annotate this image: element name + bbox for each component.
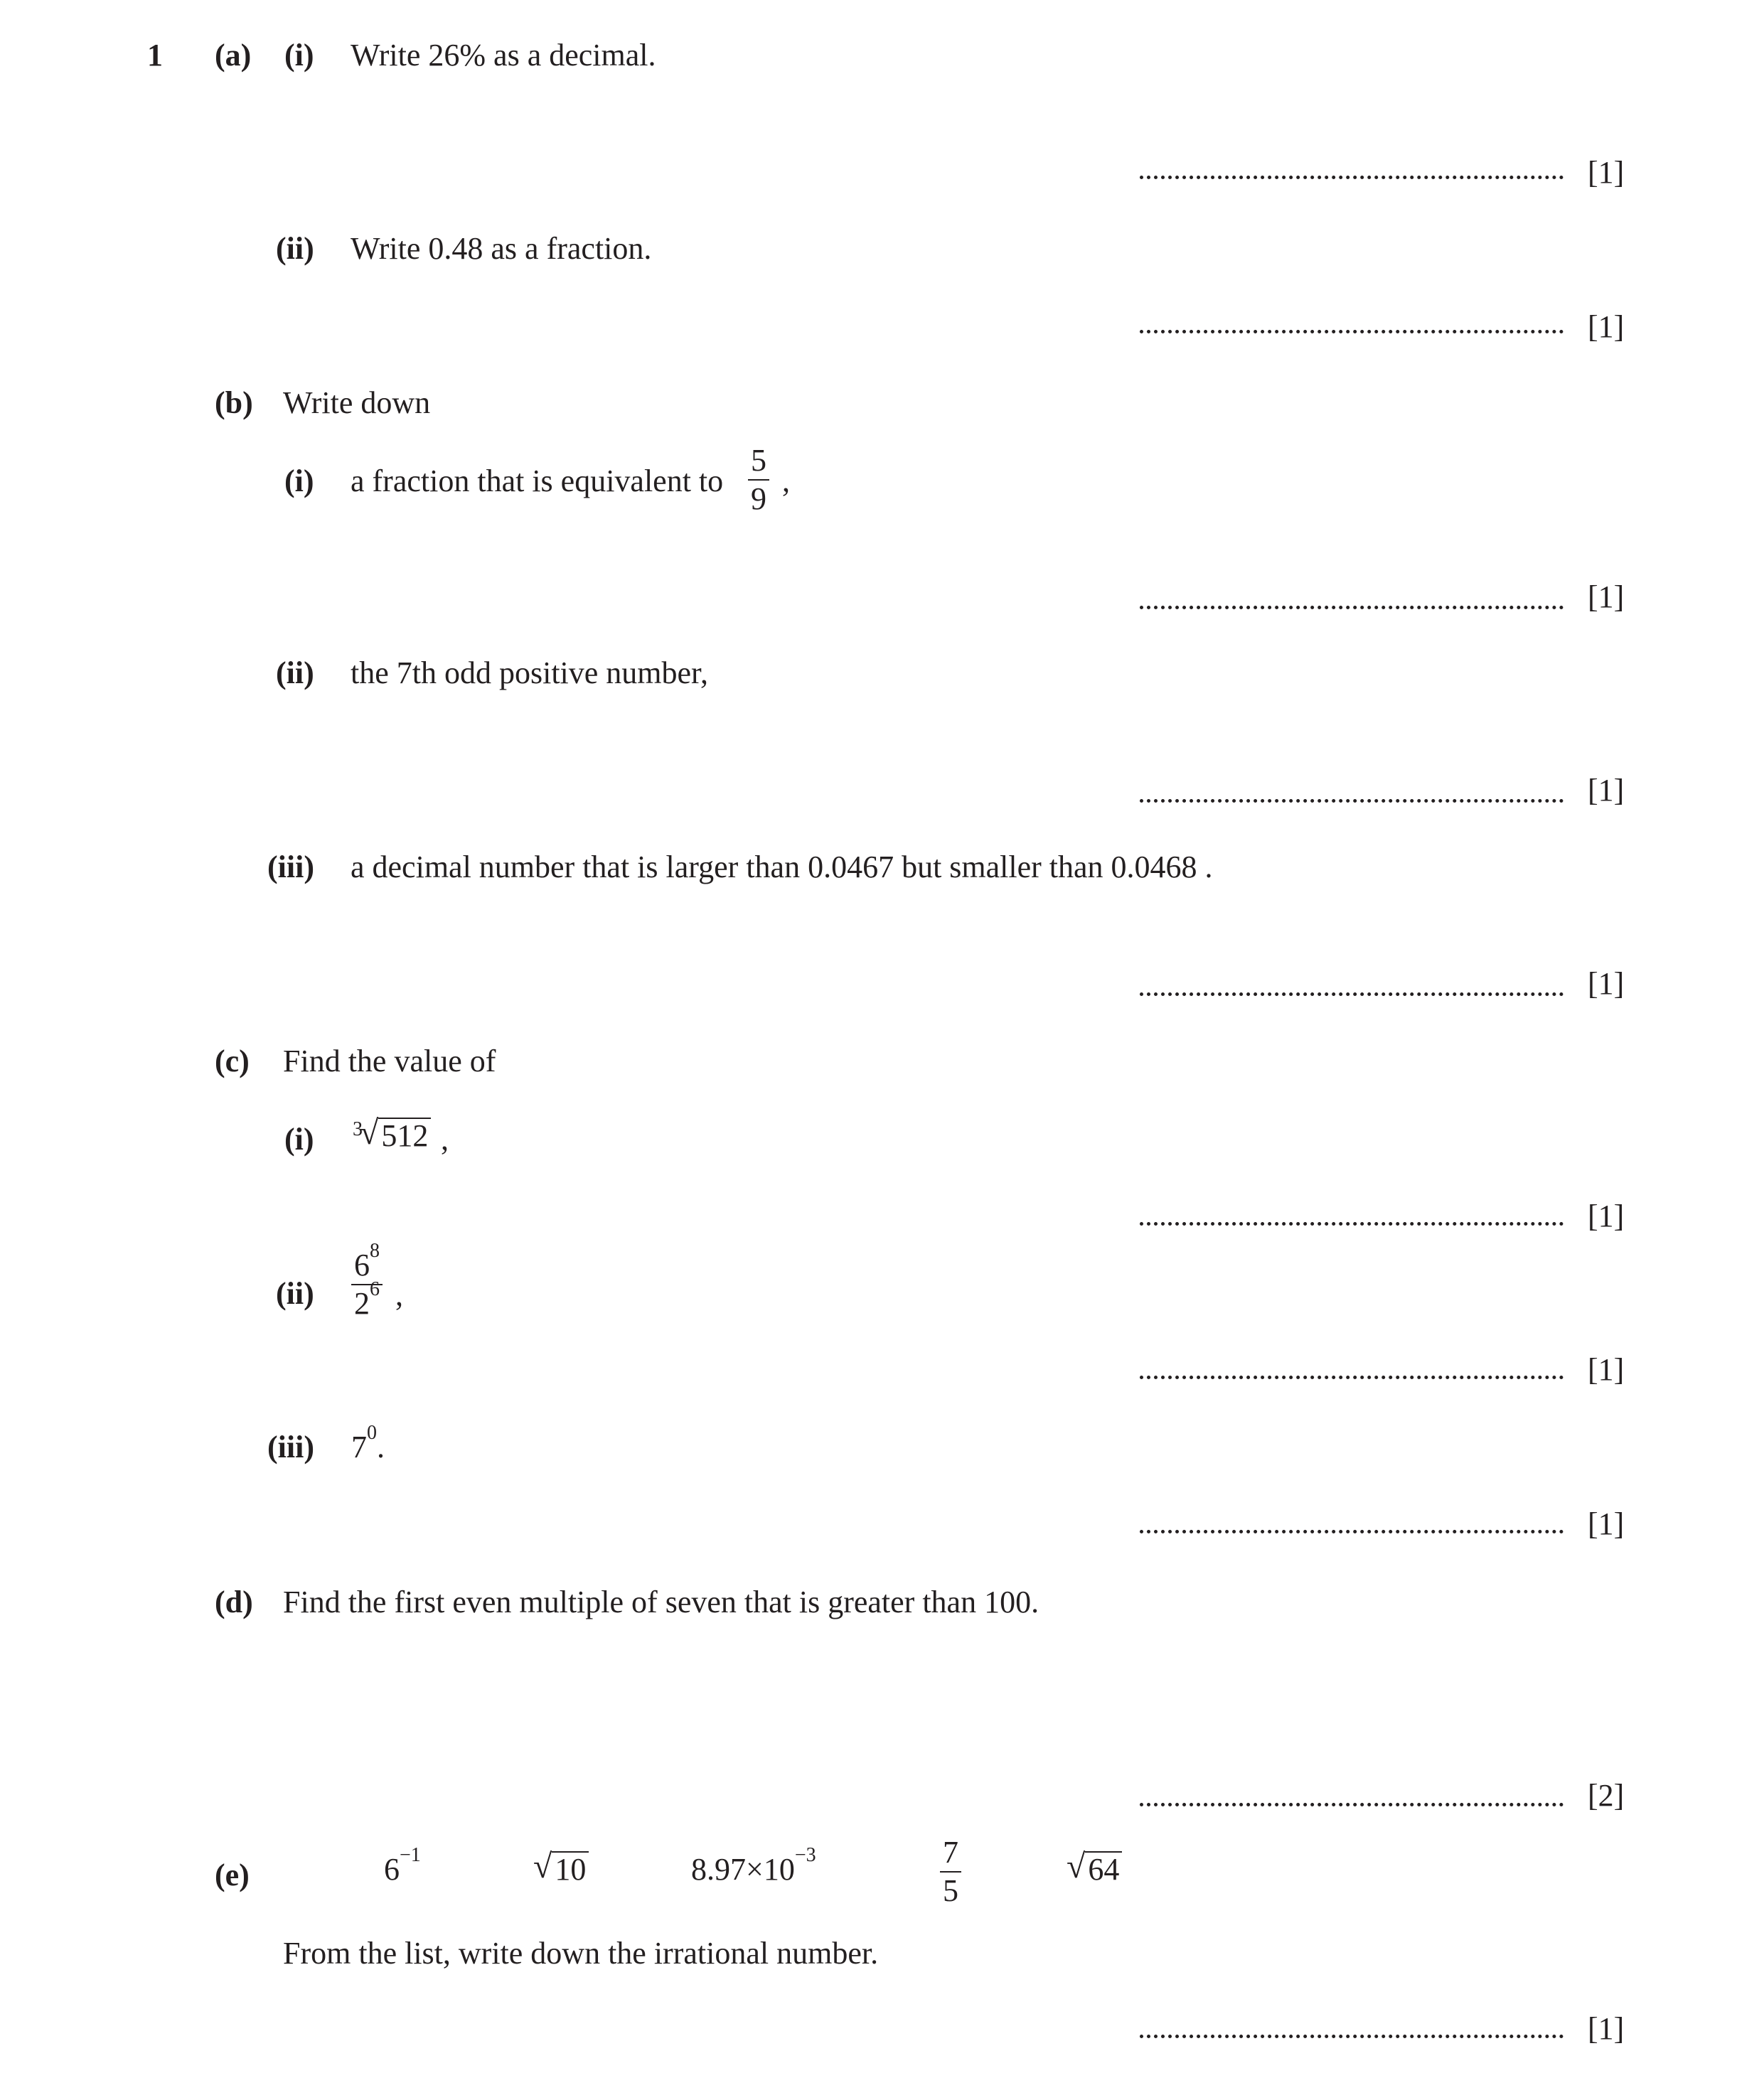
answer-line-b-iii[interactable]	[1140, 992, 1563, 996]
part-d-question: Find the first even multiple of seven that is greater than 100.	[283, 1585, 1039, 1619]
answer-line-c-iii[interactable]	[1140, 1530, 1563, 1533]
part-b-iii-question: a decimal number that is larger than 0.0467 but smaller than 0.0468 .	[351, 850, 1213, 884]
part-b-intro: Write down	[283, 385, 431, 420]
part-c-iii-label: (iii)	[267, 1430, 314, 1464]
fraction-numerator: $6^8$	[351, 1250, 383, 1285]
list-item-seven-fifths: $\frac{7}{5}$	[940, 1837, 961, 1907]
marks-c-i: [1]	[1588, 1199, 1625, 1233]
fraction-five-ninths	[748, 445, 769, 515]
part-c-i-label: (i)	[284, 1122, 314, 1157]
marks-d: [2]	[1588, 1778, 1625, 1813]
answer-line-e[interactable]	[1140, 2035, 1563, 2038]
part-c-label: (c)	[215, 1044, 250, 1078]
fraction-denominator: 9	[751, 481, 766, 516]
part-d-label: (d)	[215, 1585, 253, 1619]
part-c-ii-label: (ii)	[276, 1276, 314, 1311]
comma: ,	[395, 1277, 403, 1312]
marks-b-ii: [1]	[1588, 773, 1625, 808]
root-index: 3	[353, 1118, 363, 1140]
part-e-label: (e)	[215, 1858, 250, 1892]
list-item-root-sixty-four: √ 64	[1067, 1851, 1122, 1885]
part-b-ii-label: (ii)	[276, 655, 314, 690]
marks-b-iii: [1]	[1588, 966, 1625, 1001]
fraction-numerator: 5	[748, 445, 769, 481]
answer-line-c-i[interactable]	[1140, 1222, 1563, 1226]
list-item-standard-form: $8.97\times 10^{-3}$	[691, 1844, 816, 1887]
radical-sign: √	[360, 1114, 379, 1152]
cube-root-512	[353, 1114, 431, 1153]
part-b-i-label: (i)	[284, 464, 314, 498]
part-a-i-question: Write 26% as a decimal.	[351, 38, 656, 73]
comma: ,	[441, 1122, 449, 1157]
answer-line-b-ii[interactable]	[1140, 799, 1563, 803]
part-a-label: (a)	[215, 38, 252, 73]
part-b-ii-question: the 7th odd positive number,	[351, 655, 708, 690]
seven-power-zero: $7^0$.	[351, 1422, 385, 1464]
radical-sign: √	[533, 1848, 552, 1885]
marks-e: [1]	[1588, 2011, 1625, 2046]
part-a-ii-question: Write 0.48 as a fraction.	[351, 231, 652, 266]
part-a-ii-label: (ii)	[276, 231, 314, 266]
radical-sign: √	[1067, 1848, 1086, 1885]
part-b-label: (b)	[215, 385, 253, 420]
part-a-i-label: (i)	[284, 38, 314, 73]
list-item-root-ten: √ 10	[533, 1851, 589, 1885]
answer-line-a-i[interactable]	[1140, 176, 1563, 179]
comma: ,	[782, 464, 790, 498]
radicand: 512	[378, 1118, 431, 1152]
marks-c-ii: [1]	[1588, 1352, 1625, 1387]
marks-a-i: [1]	[1588, 155, 1625, 190]
answer-line-b-i[interactable]	[1140, 606, 1563, 609]
part-b-iii-label: (iii)	[267, 850, 314, 884]
list-item-six-power-minus-one: $6^{-1}$	[384, 1844, 421, 1887]
fraction-denominator: $2^6$	[354, 1278, 380, 1321]
part-b-i-question: a fraction that is equivalent to	[351, 464, 724, 498]
part-c-intro: Find the value of	[283, 1044, 496, 1078]
answer-line-c-ii[interactable]	[1140, 1376, 1563, 1379]
power-fraction	[351, 1240, 383, 1321]
answer-line-d[interactable]	[1140, 1803, 1563, 1806]
question-number: 1	[147, 38, 163, 73]
answer-line-a-ii[interactable]	[1140, 330, 1563, 333]
marks-b-i: [1]	[1588, 579, 1625, 614]
marks-c-iii: [1]	[1588, 1506, 1625, 1541]
part-e-question: From the list, write down the irrational number.	[283, 1936, 879, 1971]
marks-a-ii: [1]	[1588, 309, 1625, 344]
